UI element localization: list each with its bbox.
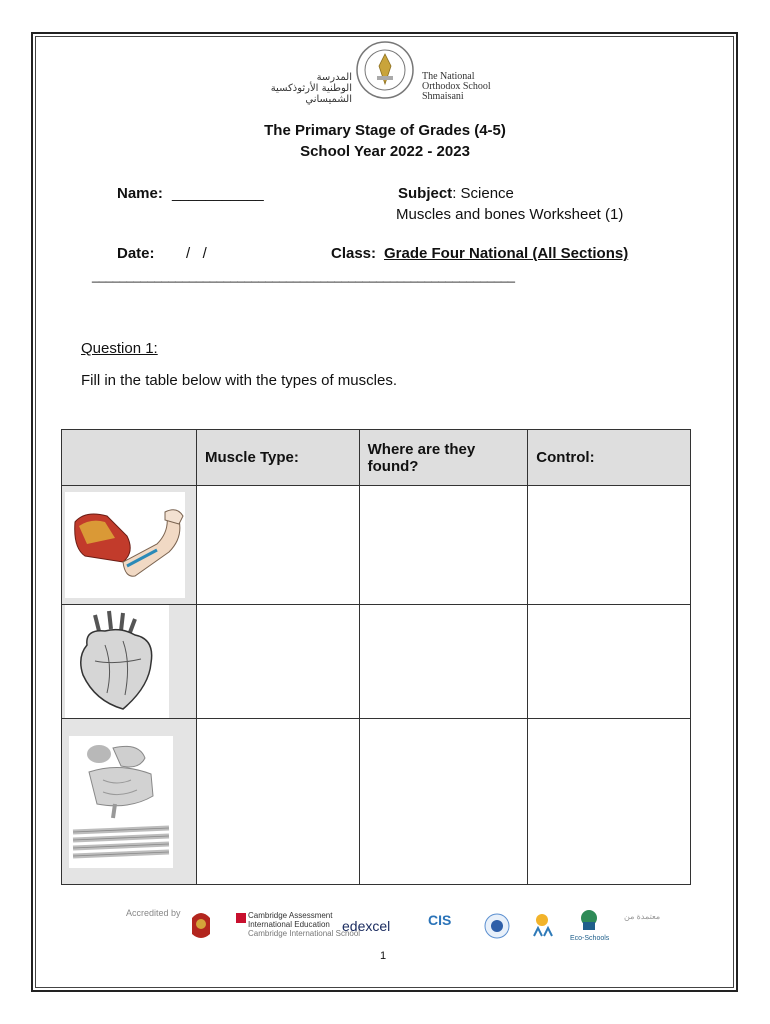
cambridge-crest-icon <box>236 913 246 923</box>
muscle-type-answer-cell[interactable] <box>196 605 359 719</box>
control-answer-cell[interactable] <box>528 486 691 605</box>
question-title: Question 1: <box>81 340 158 357</box>
control-answer-cell[interactable] <box>528 605 691 719</box>
header-image-column <box>62 430 197 486</box>
school-name-english: The National Orthodox School Shmaisani <box>422 71 491 102</box>
date-label: Date: <box>117 245 155 262</box>
edexcel-logo: edexcel <box>342 918 391 934</box>
row-image-cell <box>62 486 197 605</box>
table-row <box>62 486 691 605</box>
where-found-answer-cell[interactable] <box>359 719 528 885</box>
accredited-arabic: معتمدة من <box>624 912 661 921</box>
question-prompt: Fill in the table below with the types of muscles. <box>81 372 397 389</box>
row-image-cell <box>62 719 197 885</box>
table-row <box>62 605 691 719</box>
muscle-type-answer-cell[interactable] <box>196 719 359 885</box>
arm-muscle-image <box>65 492 185 598</box>
accredited-label: Accredited by <box>126 908 181 918</box>
header-muscle-type: Muscle Type: <box>196 430 359 486</box>
school-name-arabic: المدرسة الوطنية الأرثوذكسية الشميساني <box>270 72 352 105</box>
heart-image <box>65 605 169 718</box>
subject-line <box>398 185 514 202</box>
school-year: School Year 2022 - 2023 <box>300 143 470 160</box>
ib-logo-icon <box>484 913 510 939</box>
table-row <box>62 719 691 885</box>
worksheet-title: Muscles and bones Worksheet (1) <box>396 206 624 223</box>
school-crest-icon <box>355 40 415 100</box>
header-where-found: Where are they found? <box>359 430 528 486</box>
subject-value: : Science <box>452 185 514 202</box>
cambridge-logo: Cambridge Assessment International Education Cambridge International School <box>248 911 361 938</box>
row-image-cell <box>62 605 197 719</box>
stage-title: The Primary Stage of Grades (4-5) <box>264 122 506 139</box>
eco-schools-label: Eco-Schools <box>570 935 610 942</box>
page-number: 1 <box>380 950 387 962</box>
sun-kids-logo-icon <box>528 910 556 940</box>
muscle-types-table <box>61 429 691 885</box>
control-answer-cell[interactable] <box>528 719 691 885</box>
divider-line: _____________________________________________________________ <box>92 268 515 283</box>
jordan-emblem-icon <box>188 908 214 942</box>
table-header-row <box>62 430 691 486</box>
cis-logo: CIS <box>428 912 452 928</box>
class-value: Grade Four National (All Sections) <box>384 245 629 262</box>
eco-schools-icon <box>577 908 601 932</box>
digestive-organs-image <box>69 736 173 868</box>
where-found-answer-cell[interactable] <box>359 486 528 605</box>
name-blank[interactable]: ___________ <box>172 185 264 202</box>
subject-label: Subject <box>398 185 453 202</box>
muscle-type-answer-cell[interactable] <box>196 486 359 605</box>
where-found-answer-cell[interactable] <box>359 605 528 719</box>
date-value[interactable]: / / <box>186 245 207 262</box>
header-control: Control: <box>528 430 691 486</box>
name-label: Name: <box>117 185 163 202</box>
class-label: Class: <box>331 245 377 262</box>
